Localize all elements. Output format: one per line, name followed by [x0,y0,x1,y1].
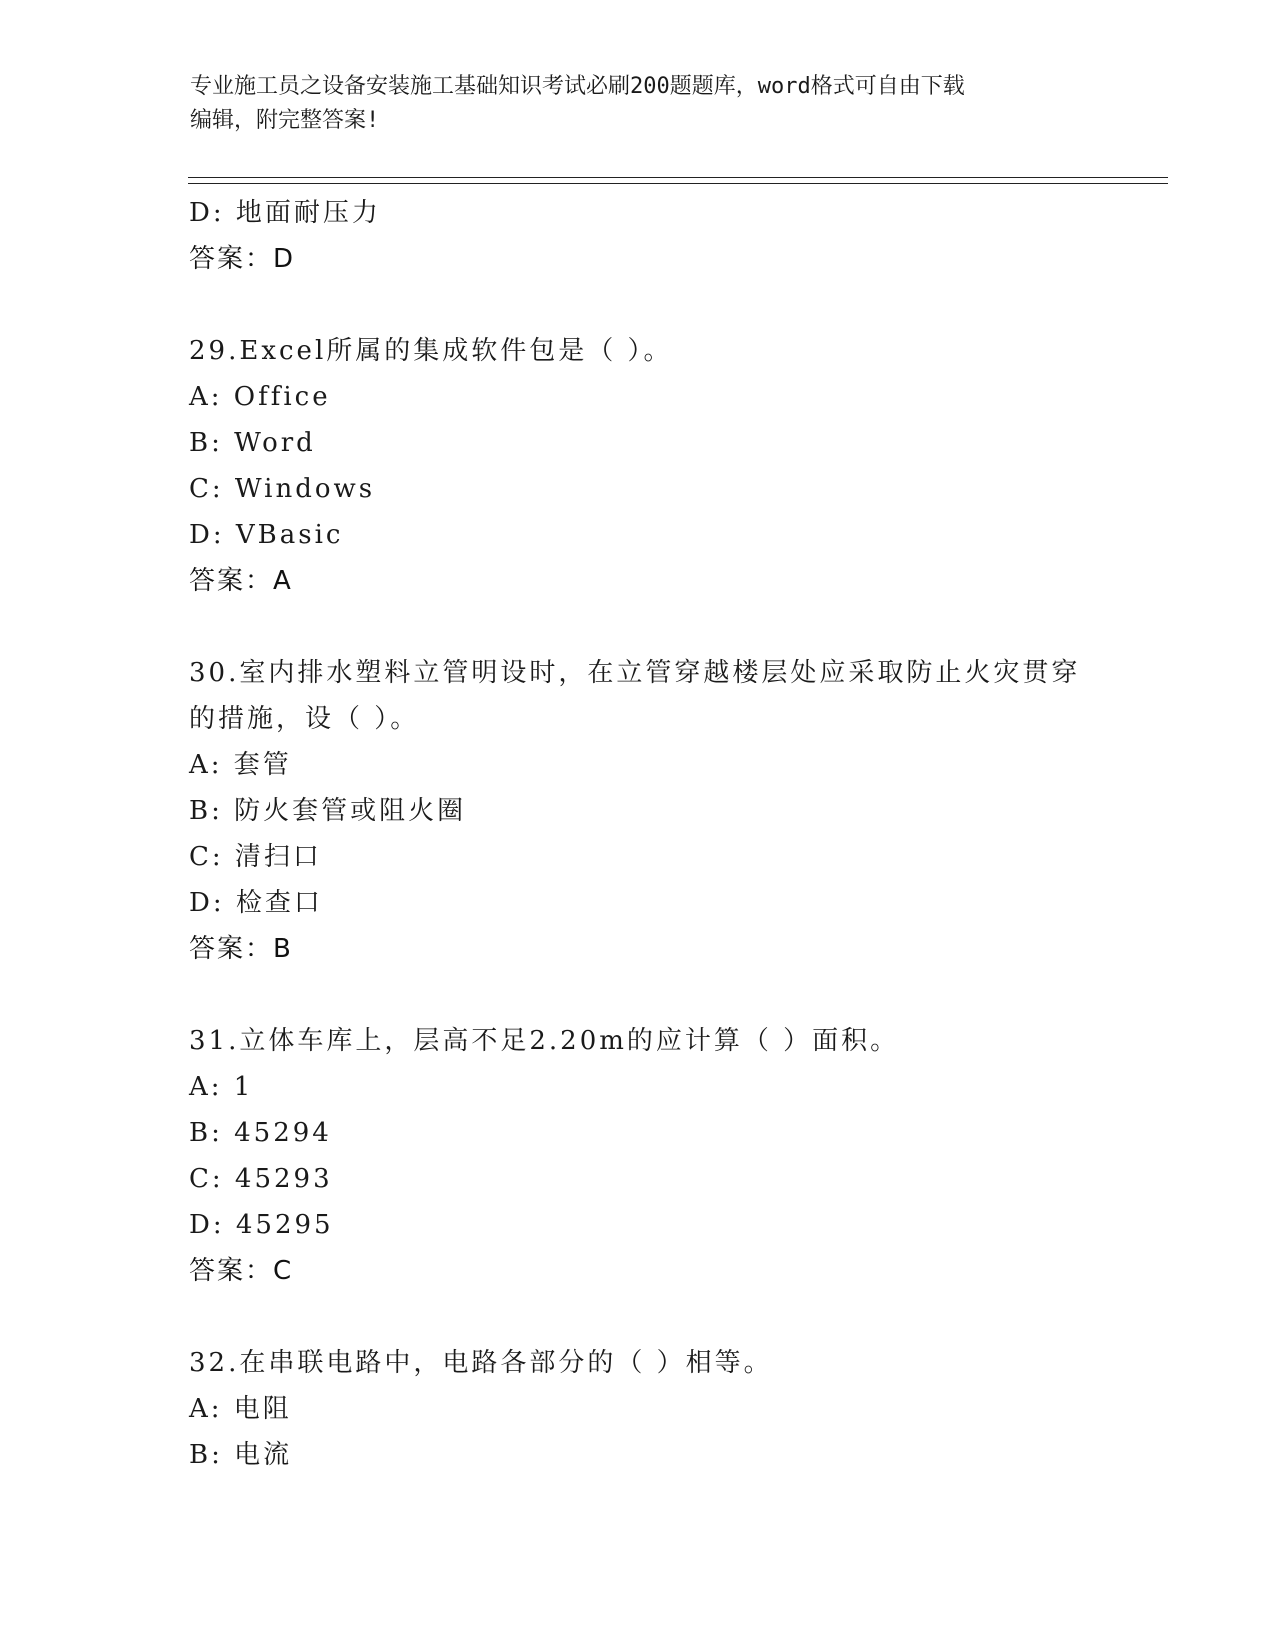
option-b: B: 防火套管或阻火圈 [189,796,467,826]
spacer [189,282,1109,328]
spacer [189,972,1109,1018]
option-b: B: 电流 [189,1440,293,1470]
question-stem-line-2: 的措施，设（ ）。 [189,704,420,734]
question-stem: 32.在串联电路中，电路各部分的（ ）相等。 [189,1348,773,1378]
question-31 [189,1018,1109,1294]
option-b: B: Word [189,428,316,458]
answer-line: 答案：B [189,934,293,964]
option-c: C: 清扫口 [189,842,322,872]
question-29 [189,328,1109,604]
document-header [190,70,1090,138]
answer-line: 答案：C [189,1256,294,1286]
question-list [189,190,1109,1478]
option-d: D: 检查口 [189,888,323,918]
question-30 [189,650,1109,972]
answer-line: 答案：D [189,244,296,274]
option-c: C: 45293 [189,1164,333,1194]
question-stem: 31.立体车库上，层高不足2.20m的应计算（ ）面积。 [189,1026,900,1056]
header-divider-bottom [188,183,1168,184]
option-d: D: 地面耐压力 [189,198,381,228]
question-32 [189,1340,1109,1478]
question-stem-line-1: 30.室内排水塑料立管明设时，在立管穿越楼层处应采取防止火灾贯穿 [189,658,1081,688]
option-c: C: Windows [189,474,376,504]
header-divider-top [188,177,1168,178]
header-title-line-1: 专业施工员之设备安装施工基础知识考试必刷200题题库，word格式可自由下载 [190,74,965,99]
header-title-line-2: 编辑，附完整答案! [190,108,380,133]
option-d: D: 45295 [189,1210,334,1240]
question-stem: 29.Excel所属的集成软件包是（ ）。 [189,336,673,366]
option-b: B: 45294 [189,1118,332,1148]
option-d: D: VBasic [189,520,344,550]
answer-line: 答案：A [189,566,293,596]
option-a: A: 1 [189,1072,254,1102]
option-a: A: 套管 [189,750,292,780]
option-a: A: Office [189,382,331,412]
spacer [189,1294,1109,1340]
option-a: A: 电阻 [189,1394,292,1424]
spacer [189,604,1109,650]
